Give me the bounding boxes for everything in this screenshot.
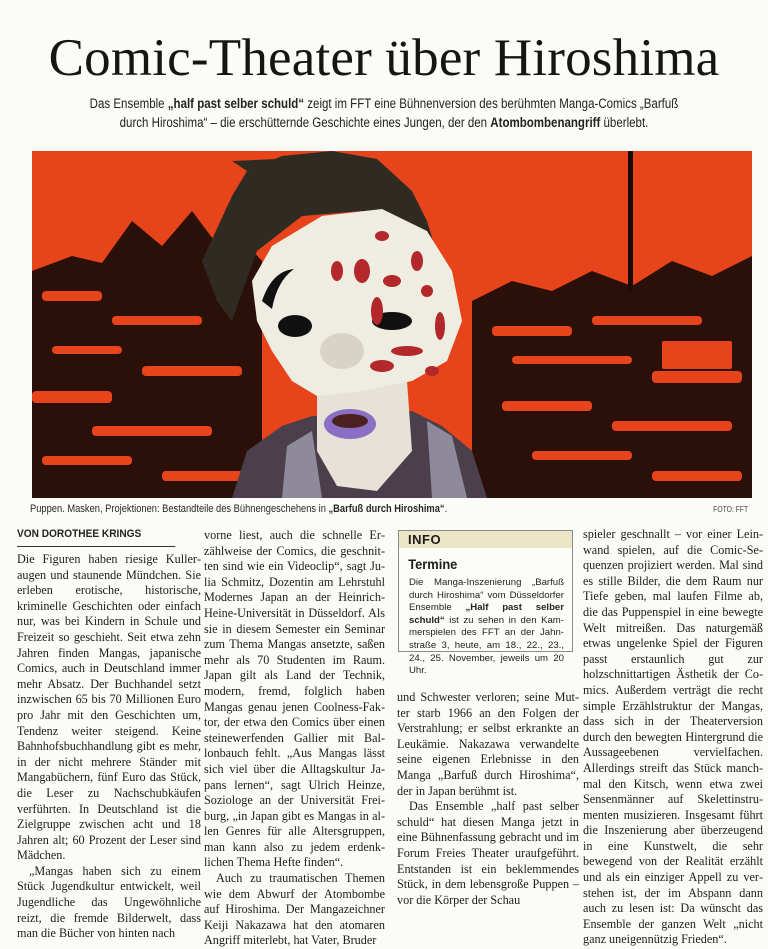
paragraph: Das Ensemble „half past selber schuld“ hat diesen Manga jetzt in eine Bühnenfassung gebracht und im Forum Freies Theater uraufgeführt. Entstanden ist ein beklemmendes Stück, in dem lebensgroße Puppen – vor die Körper der Schau: [397, 799, 579, 907]
paragraph: Auch zu traumatischen Themen wie dem Abwurf der Atombombe auf Hiroshima. Der Mangazeichner Keiji Nakazawa hat den atomaren Angriff miterlebt, hat Vater, Bruder: [204, 871, 385, 948]
headline: Comic-Theater über Hiroshima: [48, 29, 720, 87]
subhead-keyword: Atombombenangriff: [490, 115, 601, 130]
info-box-label: INFO: [399, 531, 572, 548]
photo-caption: [30, 503, 558, 516]
author-byline: VON DOROTHEE KRINGS: [17, 527, 175, 547]
paragraph: vorne liest, auch die schnelle Erzählweise der Comics, die geschnitten sind wie ein Videoclip“, sagt Julia Schmitz, Dozentin am Lehrstuhl Modernes Japan an der Heinrich-Heine-Universität in Düsseldorf. Als sie in diesem Semester ein Seminar zum Thema Mangas ansetzte, saßen mehr als 70 Studenten im Raum. Japan gilt als Land der Technik, modern, fremd, folglich haben Mangas genau jenen Coolness-Faktor, der etwa den Comics über einen steinewerfenden Gallier mit Ballonbauch fehlt. „Aus Mangas lässt sich viel über die Alltagskultur Japans lernen“, sagt Ulrich Heinze, Soziologe an der Universität Freiburg, „in Japan gibt es Mangas in allen Genres für alle Altersgruppen, man kann also zu jedem erdenklichen Thema Hefte finden“.: [204, 528, 385, 870]
paragraph: „Mangas haben sich zu einem Stück Jugendkultur entwickelt, weil Jugendliche das Ungewöhnliche reizt, die fremde Bilderwelt, dass man die Bücher von hinten nach: [17, 863, 201, 941]
subhead-text: zeigt im FFT eine Bühnenversion des berühmten Manga-Comics „Barfuß durch Hiroshima“ – die erschütternde Geschichte eines Jungen, der den: [119, 96, 679, 130]
info-box-text: [399, 573, 572, 678]
info-text: Die Manga-Inszenierung „Barfuß durch Hiroshima“ vom Düsseldorfer Ensemble: [409, 577, 564, 614]
caption-title: „Barfuß durch Hiroshima“: [328, 503, 445, 515]
column-3: [397, 690, 579, 908]
column-2: [204, 528, 385, 949]
info-box: [398, 530, 573, 677]
subhead-text: überlebt.: [600, 115, 649, 130]
caption-text: Puppen. Masken, Projektionen: Bestandteile des Bühnengeschehens in: [30, 503, 329, 515]
info-text: ist zu sehen in den Kammerspielen des FFT an der Jahnstraße 3, heute, am 18., 22., 23., 24., 25. November, jeweils um 20 Uhr.: [409, 614, 564, 677]
article-photo: [32, 151, 752, 498]
paragraph: und Schwester verloren; seine Mutter starb 1966 an den Folgen der Verstrahlung; er selbst erkrankte an Leukämie. Nakazawa verwandelte seine eigenen Erlebnisse in den Manga „Barfuß durch Hiroshima“, der in Japan berühmt ist.: [397, 690, 579, 798]
subhead-ensemble-name: „half past selber schuld“: [167, 96, 305, 111]
column-4: [583, 527, 763, 948]
subhead-text: Das Ensemble: [89, 96, 168, 111]
info-box-title: Termine: [408, 556, 458, 572]
masked-puppet-illustration: [32, 151, 752, 498]
paragraph: Die Figuren haben riesige Kulleraugen und staunende Mündchen. Sie erleben erotische, historische, kriminelle Geschichten oder einfach nur, was bei Kindern in Schule und Freizeit so geschieht. Seit etwa zehn Jahren finden Mangas, japanische Comics, auch in Deutschland immer mehr Absatz. Der Buchhandel setzt inzwischen 65 bis 70 Millionen Euro pro Jahr mit den Geschichten um, Tendenz weiter steigend. Keine Bahnhofsbuchhandlung gibt es mehr, in der nicht mehrere Ständer mit Mangabüchern, fünf Euro das Stück, die Leser zu Nachschubkäufen verführten. In Deutschland ist die Zielgruppe zwischen acht und 18 Jahren alt; 60 Prozent der Leser sind Mädchen.: [17, 552, 201, 863]
photo-credit: FOTO: FFT: [712, 505, 748, 514]
paragraph: spieler geschnallt – vor einer Leinwand spielen, auf die Comic-Sequenzen projiziert werden. Mal sind es stille Bilder, die dem Raum nur Tiefe geben, mal laufen Filme ab, die das Puppenspiel in eine bewegte Welt mitreißen. Das naturgemäß etwas ungelenke Spiel der Figuren passt erstaunlich gut zur holzschnittartigen Ästhetik der Comics. Außerdem verträgt die recht simple Erzählstruktur der Mangas, dass sich in der Theaterversion durch den bewegten Hintergrund die Aussageebenen vervielfachen. Allerdings streift das Stück manchmal den Kitsch, wenn etwa zwei Sensenmänner auf Skelettinstrumenten musizieren. Insgesamt führt die Inszenierung aber überzeugend in eine Kunstwelt, die sehr bewegend von der Realität erzählt und als ein einziger Appell zu verstehen ist, der im Abspann dann auch zu lesen ist: Da wünscht das Ensemble der ganzen Welt „nicht ganz uneigennützig Frieden“.: [583, 527, 763, 947]
caption-end: .: [444, 503, 448, 515]
column-1: [17, 552, 201, 942]
info-ensemble-name: „Half past selber schuld“: [409, 602, 564, 626]
subheadline: [88, 94, 680, 132]
